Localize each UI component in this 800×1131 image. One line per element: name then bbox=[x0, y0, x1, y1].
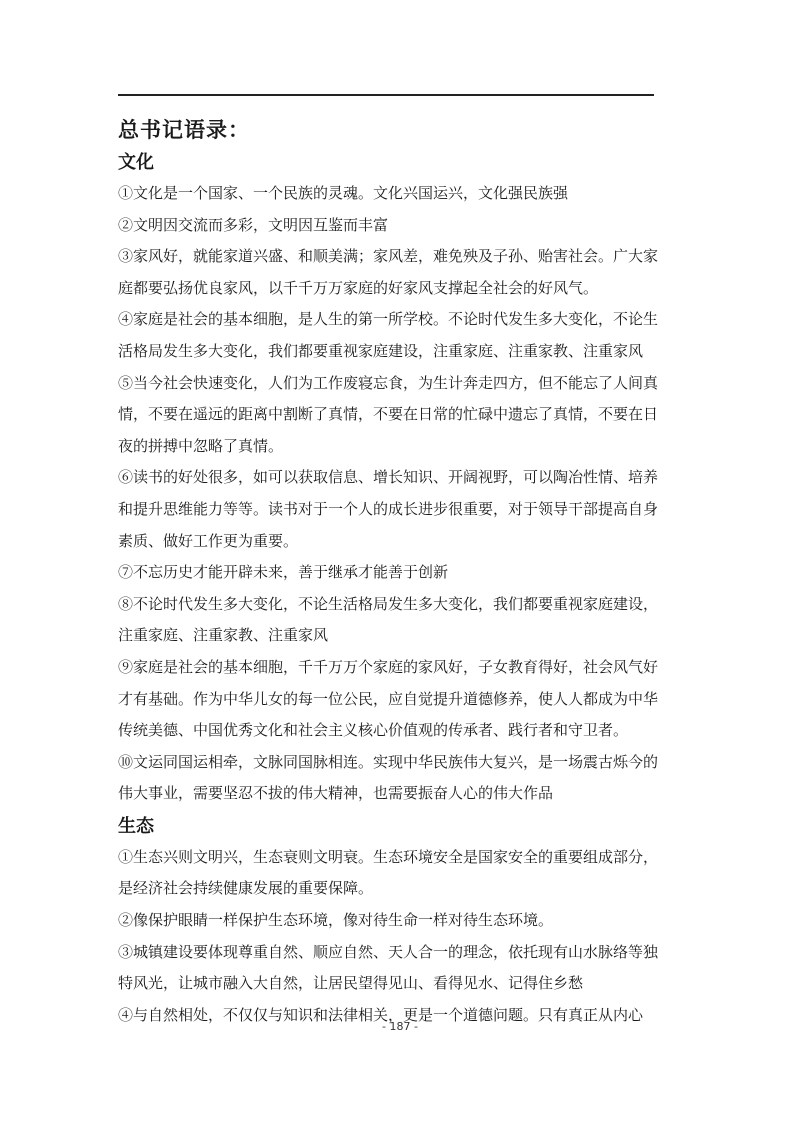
quote-item: ⑥读书的好处很多，如可以获取信息、增长知识、开阔视野，可以陶冶性情、培养和提升思维能力等等。读书对于一个人的成长进步很重要，对于领导干部提高自身素质、做好工作更为重要。 bbox=[118, 468, 659, 550]
quote-item: ⑨家庭是社会的基本细胞，千千万万个家庭的家风好，子女教育得好，社会风气好才有基础。作为中华儿女的每一位公民，应自觉提升道德修养，使人人都成为中华传统美德、中国优秀文化和社会主义核心价值观的传承者、践行者和守卫者。 bbox=[118, 657, 659, 740]
quote-item: ⑧不论时代发生多大变化，不论生活格局发生多大变化，我们都要重视家庭建设，注重家庭、注重家教、注重家风 bbox=[118, 594, 659, 645]
page-number: - 187 - bbox=[382, 1020, 418, 1033]
page-content bbox=[118, 112, 658, 1031]
quote-item: ⑦不忘历史才能开辟未来，善于继承才能善于创新 bbox=[118, 563, 449, 582]
quote-item: ②文明因交流而多彩，文明因互鉴而丰富 bbox=[118, 215, 389, 234]
ecology-quote-list bbox=[118, 842, 658, 1032]
quote-item: ④家庭是社会的基本细胞，是人生的第一所学校。不论时代发生多大变化，不论生活格局发生多大变化，我们都要重视家庭建设，注重家庭、注重家教、注重家风 bbox=[118, 310, 659, 360]
page-title: 总书记语录： bbox=[118, 117, 250, 142]
quote-item: ④与自然相处，不仅仅与知识和法律相关，更是一个道德问题。只有真正从内心 bbox=[118, 1005, 644, 1024]
quote-item: ①生态兴则文明兴，生态衰则文明衰。生态环境安全是国家安全的重要组成部分，是经济社会持续健康发展的重要保障。 bbox=[118, 847, 659, 898]
quote-item: ①文化是一个国家、一个民族的灵魂。文化兴国运兴，文化强民族强 bbox=[118, 184, 569, 202]
quote-item: ⑤当今社会快速变化，人们为工作废寝忘食，为生计奔走四方，但不能忘了人间真情，不要在遥远的距离中割断了真情，不要在日常的忙碌中遗忘了真情，不要在日夜的拼搏中忽略了真情。 bbox=[118, 373, 659, 455]
quote-item: ②像保护眼睛一样保护生态环境，像对待生命一样对待生态环境。 bbox=[118, 911, 554, 930]
header-rule bbox=[118, 94, 654, 96]
quote-item: ③家风好，就能家道兴盛、和顺美满；家风差，难免殃及子孙、贻害社会。广大家庭都要弘扬优良家风，以千千万万家庭的好家风支撑起全社会的好风气。 bbox=[118, 247, 659, 297]
quote-item: ③城镇建设要体现尊重自然、顺应自然、天人合一的理念，依托现有山水脉络等独特风光，让城市融入大自然，让居民望得见山、看得见水、记得住乡愁 bbox=[118, 942, 659, 993]
section-heading-ecology: 生态 bbox=[118, 815, 154, 837]
section-heading-culture: 文化 bbox=[118, 152, 154, 173]
culture-quote-list bbox=[118, 178, 658, 810]
quote-item: ⑩文运同国运相牵，文脉同国脉相连。实现中华民族伟大复兴，是一场震古烁今的伟大事业，需要坚忍不拔的伟大精神，也需要振奋人心的伟大作品 bbox=[118, 752, 659, 803]
